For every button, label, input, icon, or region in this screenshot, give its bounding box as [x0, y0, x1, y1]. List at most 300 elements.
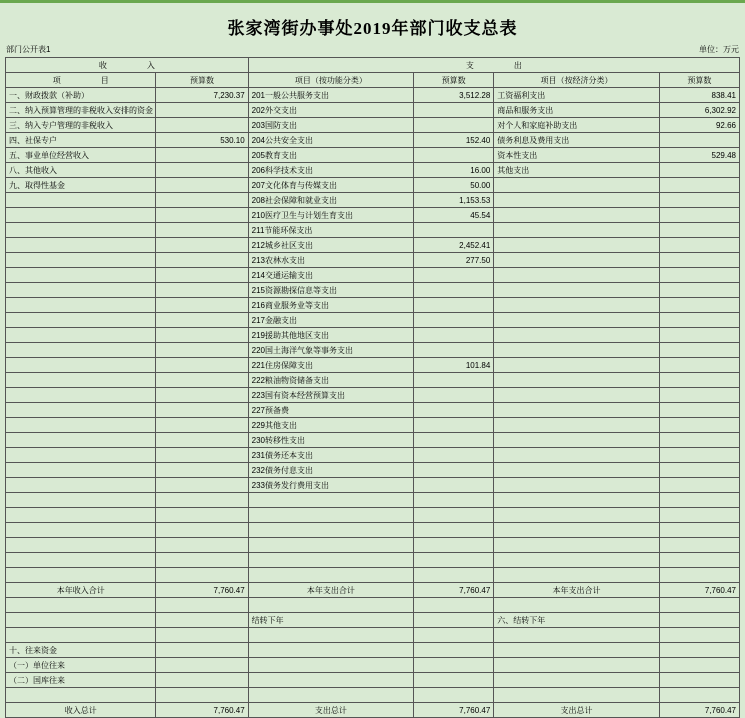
econ-item-value	[659, 643, 739, 658]
income-item-label	[6, 358, 156, 373]
carry-income-value	[156, 613, 248, 628]
func-item-value: 101.84	[414, 358, 494, 373]
income-item-label	[6, 223, 156, 238]
income-item-value: 530.10	[156, 133, 248, 148]
blank-cell	[659, 598, 739, 613]
income-item-value	[156, 253, 248, 268]
econ-item-label	[494, 358, 659, 373]
total-income-value: 7,760.47	[156, 703, 248, 718]
income-item-label	[6, 343, 156, 358]
blank-cell	[6, 598, 156, 613]
econ-item-label	[494, 508, 659, 523]
func-item-value	[414, 688, 494, 703]
table-row	[6, 403, 740, 418]
income-item-label	[6, 268, 156, 283]
col-header-econ-budget: 预算数	[659, 73, 739, 88]
econ-item-label	[494, 253, 659, 268]
econ-item-value	[659, 193, 739, 208]
carry-income-label	[6, 613, 156, 628]
econ-item-value	[659, 238, 739, 253]
subtotal-row	[6, 583, 740, 598]
func-item-label: 232债务付息支出	[248, 463, 413, 478]
table-row	[6, 568, 740, 583]
econ-item-value	[659, 403, 739, 418]
func-item-value	[414, 553, 494, 568]
income-item-value	[156, 103, 248, 118]
income-item-value	[156, 118, 248, 133]
func-item-value	[414, 118, 494, 133]
func-item-label	[248, 508, 413, 523]
income-item-label	[6, 313, 156, 328]
table-row	[6, 433, 740, 448]
table-row	[6, 268, 740, 283]
func-item-label: 211节能环保支出	[248, 223, 413, 238]
func-item-value	[414, 298, 494, 313]
econ-item-value	[659, 388, 739, 403]
income-item-value	[156, 193, 248, 208]
func-item-value	[414, 388, 494, 403]
func-item-label: 215资源勘探信息等支出	[248, 283, 413, 298]
econ-item-value	[659, 568, 739, 583]
subtotal-func-value: 7,760.47	[414, 583, 494, 598]
total-econ-label: 支出总计	[494, 703, 659, 718]
blank-cell	[494, 598, 659, 613]
func-item-label: 217金融支出	[248, 313, 413, 328]
table-row	[6, 523, 740, 538]
income-item-label	[6, 523, 156, 538]
func-item-label: 213农林水支出	[248, 253, 413, 268]
func-item-label: 216商业服务业等支出	[248, 298, 413, 313]
unit-note: 单位：万元	[699, 45, 739, 54]
econ-item-label	[494, 298, 659, 313]
econ-item-value	[659, 373, 739, 388]
func-item-label: 204公共安全支出	[248, 133, 413, 148]
income-item-label	[6, 373, 156, 388]
func-item-label: 201一般公共服务支出	[248, 88, 413, 103]
total-econ-value: 7,760.47	[659, 703, 739, 718]
econ-item-value	[659, 553, 739, 568]
income-item-label	[6, 538, 156, 553]
income-item-label: 四、社保专户	[6, 133, 156, 148]
table-row	[6, 358, 740, 373]
econ-item-label	[494, 448, 659, 463]
table-row	[6, 118, 740, 133]
subtotal-income-value: 7,760.47	[156, 583, 248, 598]
income-item-value	[156, 688, 248, 703]
income-item-value	[156, 298, 248, 313]
func-item-value	[414, 148, 494, 163]
table-row	[6, 508, 740, 523]
econ-item-label	[494, 568, 659, 583]
income-item-value	[156, 388, 248, 403]
income-item-value	[156, 358, 248, 373]
table-row	[6, 493, 740, 508]
econ-item-label	[494, 643, 659, 658]
col-header-func-budget: 预算数	[414, 73, 494, 88]
page-title: 张家湾街办事处2019年部门收支总表	[227, 19, 518, 38]
income-item-label	[6, 328, 156, 343]
econ-item-value	[659, 163, 739, 178]
econ-item-value	[659, 433, 739, 448]
econ-item-label: 资本性支出	[494, 148, 659, 163]
document-meta	[0, 43, 745, 57]
subtotal-econ-label: 本年支出合计	[494, 583, 659, 598]
income-item-value	[156, 673, 248, 688]
func-item-label: 219援助其他地区支出	[248, 328, 413, 343]
table-row	[6, 193, 740, 208]
income-item-label	[6, 403, 156, 418]
econ-item-label	[494, 553, 659, 568]
func-item-label	[248, 658, 413, 673]
econ-item-value	[659, 673, 739, 688]
table-row	[6, 283, 740, 298]
table-row	[6, 373, 740, 388]
income-item-label: 十、往来资金	[6, 643, 156, 658]
income-item-label	[6, 628, 156, 643]
econ-item-label	[494, 328, 659, 343]
table-row	[6, 163, 740, 178]
table-row	[6, 598, 740, 613]
econ-item-value	[659, 343, 739, 358]
table-row	[6, 148, 740, 163]
income-item-value	[156, 268, 248, 283]
income-item-value	[156, 508, 248, 523]
table-row	[6, 658, 740, 673]
income-item-label: 二、纳入预算管理的非税收入安排的资金	[6, 103, 156, 118]
econ-item-label: 工资福利支出	[494, 88, 659, 103]
carry-func-value	[414, 613, 494, 628]
col-header-income-budget: 预算数	[156, 73, 248, 88]
econ-item-label	[494, 343, 659, 358]
income-item-label: 三、纳入专户管理的非税收入	[6, 118, 156, 133]
income-item-value	[156, 283, 248, 298]
func-item-value: 3,512.28	[414, 88, 494, 103]
col-header-func-item: 项目（按功能分类）	[248, 73, 413, 88]
income-item-label	[6, 568, 156, 583]
income-item-value	[156, 163, 248, 178]
func-item-value	[414, 283, 494, 298]
table-row	[6, 298, 740, 313]
econ-item-value	[659, 268, 739, 283]
econ-item-value	[659, 658, 739, 673]
table-row	[6, 478, 740, 493]
func-item-value	[414, 658, 494, 673]
func-item-value	[414, 508, 494, 523]
income-item-label: 一、财政拨款（补助）	[6, 88, 156, 103]
econ-item-value	[659, 463, 739, 478]
income-item-label	[6, 283, 156, 298]
econ-item-label	[494, 658, 659, 673]
econ-item-value: 6,302.92	[659, 103, 739, 118]
income-item-value	[156, 433, 248, 448]
func-item-value: 1,153.53	[414, 193, 494, 208]
income-item-value	[156, 448, 248, 463]
func-item-value	[414, 538, 494, 553]
table-row	[6, 238, 740, 253]
econ-item-value	[659, 538, 739, 553]
func-item-value: 16.00	[414, 163, 494, 178]
func-item-value	[414, 433, 494, 448]
func-item-label: 220国土海洋气象等事务支出	[248, 343, 413, 358]
econ-item-label	[494, 283, 659, 298]
econ-item-label	[494, 223, 659, 238]
func-item-label: 229其他支出	[248, 418, 413, 433]
subtotal-income-label: 本年收入合计	[6, 583, 156, 598]
income-item-value	[156, 643, 248, 658]
table-row	[6, 448, 740, 463]
func-item-value	[414, 343, 494, 358]
econ-item-value	[659, 508, 739, 523]
func-item-value	[414, 223, 494, 238]
income-item-value	[156, 148, 248, 163]
income-item-value	[156, 493, 248, 508]
func-item-value: 277.50	[414, 253, 494, 268]
func-item-value	[414, 448, 494, 463]
func-item-label: 206科学技术支出	[248, 163, 413, 178]
func-item-label	[248, 553, 413, 568]
func-item-label: 231债务还本支出	[248, 448, 413, 463]
econ-item-value	[659, 133, 739, 148]
income-item-value	[156, 223, 248, 238]
econ-item-label	[494, 208, 659, 223]
func-item-label	[248, 673, 413, 688]
income-item-label: 八、其他收入	[6, 163, 156, 178]
income-item-label	[6, 253, 156, 268]
econ-item-value	[659, 523, 739, 538]
econ-item-value	[659, 253, 739, 268]
func-item-label	[248, 493, 413, 508]
func-item-value	[414, 103, 494, 118]
func-item-value: 2,452.41	[414, 238, 494, 253]
econ-item-label	[494, 523, 659, 538]
top-accent-bar	[0, 0, 745, 8]
func-item-label: 203国防支出	[248, 118, 413, 133]
income-item-label	[6, 208, 156, 223]
income-item-value	[156, 313, 248, 328]
table-row	[6, 463, 740, 478]
carry-func-label: 结转下年	[248, 613, 413, 628]
func-item-label	[248, 688, 413, 703]
econ-item-value	[659, 688, 739, 703]
econ-item-value	[659, 313, 739, 328]
blank-cell	[414, 598, 494, 613]
func-item-value	[414, 628, 494, 643]
table-row	[6, 688, 740, 703]
econ-item-label	[494, 178, 659, 193]
income-item-value: 7,230.37	[156, 88, 248, 103]
func-item-value: 45.54	[414, 208, 494, 223]
econ-item-value	[659, 283, 739, 298]
table-row	[6, 223, 740, 238]
econ-item-value: 529.48	[659, 148, 739, 163]
table-row	[6, 103, 740, 118]
econ-item-value	[659, 223, 739, 238]
func-item-label: 210医疗卫生与计划生育支出	[248, 208, 413, 223]
income-item-label	[6, 688, 156, 703]
income-item-value	[156, 328, 248, 343]
form-number: 部门公开表1	[6, 45, 51, 54]
income-item-label: （一）单位往来	[6, 658, 156, 673]
table-row	[6, 343, 740, 358]
func-item-label: 221住房保障支出	[248, 358, 413, 373]
table-group-header-row	[6, 58, 740, 73]
func-item-value	[414, 643, 494, 658]
econ-item-label	[494, 538, 659, 553]
econ-item-label	[494, 463, 659, 478]
table-row	[6, 643, 740, 658]
income-item-value	[156, 538, 248, 553]
income-item-label	[6, 478, 156, 493]
econ-item-value	[659, 178, 739, 193]
econ-item-value	[659, 298, 739, 313]
econ-item-value: 838.41	[659, 88, 739, 103]
econ-item-value	[659, 493, 739, 508]
income-item-value	[156, 238, 248, 253]
func-item-value	[414, 313, 494, 328]
func-item-label: 202外交支出	[248, 103, 413, 118]
econ-item-label	[494, 478, 659, 493]
table-row	[6, 313, 740, 328]
carry-econ-value	[659, 613, 739, 628]
econ-item-value: 92.66	[659, 118, 739, 133]
income-item-value	[156, 478, 248, 493]
func-item-label	[248, 643, 413, 658]
table-row	[6, 133, 740, 148]
income-item-label	[6, 448, 156, 463]
table-row	[6, 388, 740, 403]
econ-item-label	[494, 193, 659, 208]
econ-item-label	[494, 238, 659, 253]
income-item-value	[156, 628, 248, 643]
income-item-value	[156, 553, 248, 568]
table-column-header-row	[6, 73, 740, 88]
income-item-label: 五、事业单位经营收入	[6, 148, 156, 163]
income-item-value	[156, 403, 248, 418]
econ-item-label	[494, 268, 659, 283]
econ-item-label	[494, 433, 659, 448]
income-item-label	[6, 388, 156, 403]
grand-total-row	[6, 703, 740, 718]
func-item-value: 152.40	[414, 133, 494, 148]
econ-item-label	[494, 388, 659, 403]
econ-item-value	[659, 208, 739, 223]
func-item-label	[248, 523, 413, 538]
func-item-value	[414, 403, 494, 418]
econ-item-label	[494, 418, 659, 433]
econ-item-label	[494, 628, 659, 643]
econ-item-value	[659, 478, 739, 493]
econ-item-label	[494, 673, 659, 688]
func-item-value	[414, 673, 494, 688]
income-item-label	[6, 433, 156, 448]
func-item-label: 214交通运输支出	[248, 268, 413, 283]
func-item-label: 230转移性支出	[248, 433, 413, 448]
func-item-label: 227预备费	[248, 403, 413, 418]
income-item-value	[156, 373, 248, 388]
table-row	[6, 538, 740, 553]
func-item-value	[414, 523, 494, 538]
econ-item-value	[659, 328, 739, 343]
subtotal-econ-value: 7,760.47	[659, 583, 739, 598]
col-header-econ-item: 项目（按经济分类）	[494, 73, 659, 88]
income-item-value	[156, 208, 248, 223]
income-item-value	[156, 568, 248, 583]
func-item-value	[414, 478, 494, 493]
econ-item-label	[494, 373, 659, 388]
econ-item-value	[659, 448, 739, 463]
func-item-label: 233债务发行费用支出	[248, 478, 413, 493]
income-item-label	[6, 418, 156, 433]
econ-item-label	[494, 313, 659, 328]
econ-item-label	[494, 493, 659, 508]
func-item-value	[414, 418, 494, 433]
func-item-value	[414, 463, 494, 478]
func-item-value	[414, 268, 494, 283]
income-item-label: （二）国库往来	[6, 673, 156, 688]
econ-item-label	[494, 403, 659, 418]
income-item-value	[156, 463, 248, 478]
income-item-label	[6, 238, 156, 253]
group-header-expense: 支 出	[248, 58, 739, 73]
econ-item-value	[659, 358, 739, 373]
func-item-label: 212城乡社区支出	[248, 238, 413, 253]
table-row	[6, 208, 740, 223]
econ-item-label: 商品和服务支出	[494, 103, 659, 118]
econ-item-label: 对个人和家庭补助支出	[494, 118, 659, 133]
func-item-label: 208社会保障和就业支出	[248, 193, 413, 208]
income-item-label	[6, 298, 156, 313]
econ-item-value	[659, 418, 739, 433]
income-item-value	[156, 418, 248, 433]
income-item-label	[6, 463, 156, 478]
func-item-label	[248, 568, 413, 583]
income-item-label	[6, 553, 156, 568]
subtotal-func-label: 本年支出合计	[248, 583, 413, 598]
income-item-value	[156, 178, 248, 193]
table-row	[6, 418, 740, 433]
income-item-value	[156, 343, 248, 358]
func-item-value	[414, 328, 494, 343]
econ-item-label: 债务利息及费用支出	[494, 133, 659, 148]
func-item-label: 222粮油物资储备支出	[248, 373, 413, 388]
func-item-label	[248, 538, 413, 553]
income-item-label	[6, 493, 156, 508]
group-header-income: 收 入	[6, 58, 249, 73]
total-func-value: 7,760.47	[414, 703, 494, 718]
econ-item-label: 其他支出	[494, 163, 659, 178]
col-header-income-item: 项 目	[6, 73, 156, 88]
income-item-label	[6, 508, 156, 523]
table-row	[6, 673, 740, 688]
func-item-label: 207文化体育与传媒支出	[248, 178, 413, 193]
income-item-value	[156, 523, 248, 538]
func-item-label: 205教育支出	[248, 148, 413, 163]
blank-cell	[156, 598, 248, 613]
func-item-label: 223国有资本经营预算支出	[248, 388, 413, 403]
func-item-value	[414, 568, 494, 583]
blank-cell	[248, 598, 413, 613]
table-row	[6, 628, 740, 643]
econ-item-label	[494, 688, 659, 703]
table-row	[6, 328, 740, 343]
func-item-label	[248, 628, 413, 643]
func-item-value	[414, 493, 494, 508]
income-item-value	[156, 658, 248, 673]
func-item-value: 50.00	[414, 178, 494, 193]
carry-econ-label: 六、结转下年	[494, 613, 659, 628]
table-row	[6, 253, 740, 268]
func-item-value	[414, 373, 494, 388]
